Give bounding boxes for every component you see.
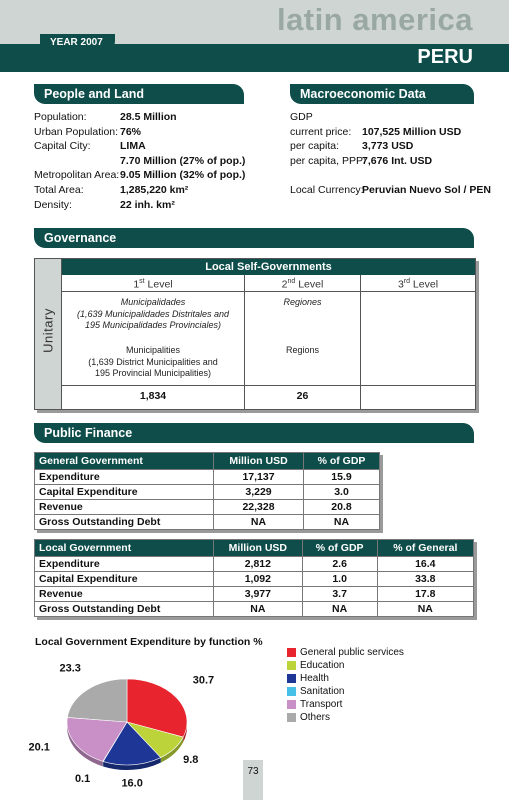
cell-value: NA [302, 602, 377, 617]
row-label: Capital Expenditure [35, 572, 214, 587]
cell-value: 22,328 [214, 500, 304, 515]
column-header: Local Government [35, 540, 214, 557]
section-public-finance [34, 423, 474, 443]
macro-key: per capita: [290, 140, 340, 153]
legend-label: Health [300, 673, 329, 684]
table-header-row [35, 540, 474, 557]
governance-table [34, 258, 476, 410]
people-value: 9.05 Million (32% of pop.) [120, 169, 246, 182]
level-2-total: 26 [296, 390, 309, 402]
people-row [34, 125, 264, 140]
macro-value: 3,773 USD [362, 140, 414, 153]
legend-swatch [287, 713, 296, 722]
legend-item [287, 646, 404, 659]
cell-value: 3.0 [304, 485, 380, 500]
macro-gdp-label [290, 110, 500, 125]
table-header-row [35, 453, 380, 470]
legend-item [287, 672, 404, 685]
level-word: Level [295, 278, 324, 291]
table-row [35, 602, 474, 617]
row-label: Gross Outstanding Debt [35, 602, 214, 617]
people-value: LIMA [120, 140, 146, 153]
macro-row [290, 154, 500, 169]
legend-item [287, 659, 404, 672]
macro-row [290, 139, 500, 154]
level-1-spanish [62, 297, 244, 332]
level-1-es-line: 195 Municipalidades Provinciales) [84, 320, 222, 330]
row-divider [62, 385, 475, 386]
column-header: General Government [35, 453, 214, 470]
row-label: Gross Outstanding Debt [35, 515, 214, 530]
cell-value: 17,137 [214, 470, 304, 485]
people-row [34, 168, 264, 183]
general-government-table [34, 452, 380, 530]
legend-item [287, 685, 404, 698]
page-number: 73 [243, 760, 263, 800]
legend-swatch [287, 661, 296, 670]
legend-swatch [287, 674, 296, 683]
legend-label: General public services [300, 647, 404, 658]
section-governance [34, 228, 474, 248]
level-2-spanish: Regiones [283, 297, 322, 307]
people-value: 22 inh. km² [120, 198, 175, 211]
macro-key: per capita, PPP: [290, 154, 366, 167]
legend-item [287, 698, 404, 711]
cell-value: 20.8 [304, 500, 380, 515]
currency-key: Local Currency: [290, 183, 364, 196]
macro-spacer [290, 168, 500, 183]
people-row [34, 183, 264, 198]
level-2-header [245, 278, 360, 291]
currency-value: Peruvian Nuevo Sol / PEN [362, 183, 491, 196]
legend-label: Others [300, 712, 331, 723]
unitary-label: Unitary [40, 308, 56, 353]
people-key: Density: [34, 198, 72, 211]
people-row [34, 110, 264, 125]
chart-title: Local Government Expenditure by function % [35, 636, 263, 648]
table-row [35, 500, 380, 515]
governance-side-label [35, 259, 62, 409]
chart-legend [287, 646, 404, 724]
people-key: Population: [34, 111, 87, 123]
gdp-label: GDP [290, 111, 313, 123]
level-num: 3 [397, 278, 404, 291]
level-1-es-line: Municipalidades [120, 297, 186, 307]
cell-value: 3.7 [302, 587, 377, 602]
table-row [35, 515, 380, 530]
level-1-en-line: 195 Provincial Municipalities) [94, 368, 212, 378]
section-title: Macroeconomic Data [300, 87, 426, 101]
region-title: latin america [276, 2, 473, 37]
level-word: Level [144, 278, 173, 291]
people-key: Capital City: [34, 140, 91, 153]
row-divider [62, 291, 475, 292]
cell-value: NA [377, 602, 473, 617]
level-1-total: 1,834 [139, 390, 167, 402]
section-macroeconomic-data [290, 84, 474, 104]
level-num: 2 [281, 278, 288, 291]
cell-value: 2.6 [302, 557, 377, 572]
cell-value: NA [214, 602, 303, 617]
people-value: 1,285,220 km² [120, 183, 189, 196]
level-1-es-line: (1,639 Municipalidades Distritales and [76, 308, 230, 319]
macro-value: 107,525 Million USD [362, 125, 462, 138]
pie-value-label: 23.3 [59, 662, 81, 675]
macro-value: 7,676 Int. USD [362, 154, 433, 167]
column-divider [360, 275, 361, 409]
section-title: People and Land [44, 87, 145, 101]
people-value: 76% [120, 125, 142, 138]
macro-key: current price: [290, 125, 352, 138]
pie-value-label: 30.7 [192, 674, 215, 687]
people-row [34, 198, 264, 213]
level-word: Level [410, 278, 439, 291]
governance-table-title: Local Self-Governments [62, 259, 475, 275]
macro-list [290, 110, 500, 198]
pie-value-label: 9.8 [183, 754, 199, 767]
cell-value: 1,092 [214, 572, 303, 587]
cell-value: 3,977 [214, 587, 303, 602]
pie-value-label: 20.1 [28, 741, 50, 754]
section-title: Governance [44, 231, 117, 245]
table-row [35, 470, 380, 485]
people-row [34, 154, 264, 169]
country-name: PERU [417, 46, 473, 68]
legend-swatch [287, 700, 296, 709]
legend-swatch [287, 687, 296, 696]
column-header: Million USD [214, 453, 304, 470]
people-list [34, 110, 264, 212]
column-header: Million USD [214, 540, 303, 557]
people-key: Metropolitan Area: [34, 169, 120, 182]
table-row [35, 485, 380, 500]
people-value: 28.5 Million [120, 111, 177, 123]
row-label: Expenditure [35, 557, 214, 572]
year-tag: YEAR 2007 [40, 34, 115, 51]
cell-value: 1.0 [302, 572, 377, 587]
legend-label: Sanitation [300, 686, 345, 697]
cell-value: 33.8 [377, 572, 473, 587]
row-label: Expenditure [35, 470, 214, 485]
level-1-en-line: Municipalities [125, 345, 181, 355]
table-row [35, 587, 474, 602]
legend-label: Transport [300, 699, 343, 710]
people-key: Total Area: [34, 183, 84, 196]
column-header: % of GDP [302, 540, 377, 557]
people-value: 7.70 Million (27% of pop.) [120, 154, 246, 167]
people-row [34, 139, 264, 154]
level-sup: nd [287, 278, 296, 285]
people-key: Urban Population: [34, 125, 119, 138]
section-people-and-land [34, 84, 244, 104]
cell-value: NA [304, 515, 380, 530]
pie-slice-others [67, 679, 127, 722]
legend-label: Education [300, 660, 345, 671]
pie-value-label: 0.1 [74, 773, 91, 786]
row-label: Revenue [35, 500, 214, 515]
macro-row [290, 125, 500, 140]
level-sup: st [139, 278, 145, 285]
section-title: Public Finance [44, 426, 133, 440]
pie-value-label: 16.0 [121, 777, 143, 790]
level-1-header [62, 278, 244, 291]
row-label: Capital Expenditure [35, 485, 214, 500]
local-government-table [34, 539, 474, 617]
cell-value: 15.9 [304, 470, 380, 485]
page-header [0, 0, 509, 72]
cell-value: 17.8 [377, 587, 473, 602]
table-row [35, 557, 474, 572]
column-header: % of GDP [304, 453, 380, 470]
column-header: % of General [377, 540, 473, 557]
legend-item [287, 711, 404, 724]
level-2-english: Regions [285, 345, 320, 355]
level-num: 1 [133, 278, 140, 291]
table-row [35, 572, 474, 587]
macro-currency-row [290, 183, 500, 198]
legend-swatch [287, 648, 296, 657]
row-label: Revenue [35, 587, 214, 602]
level-3-header [361, 278, 475, 291]
level-sup: rd [403, 278, 411, 285]
column-divider [244, 275, 245, 409]
cell-value: NA [214, 515, 304, 530]
cell-value: 3,229 [214, 485, 304, 500]
cell-value: 2,812 [214, 557, 303, 572]
cell-value: 16.4 [377, 557, 473, 572]
level-1-english [62, 345, 244, 380]
level-1-en-line: (1,639 District Municipalities and [88, 356, 218, 367]
